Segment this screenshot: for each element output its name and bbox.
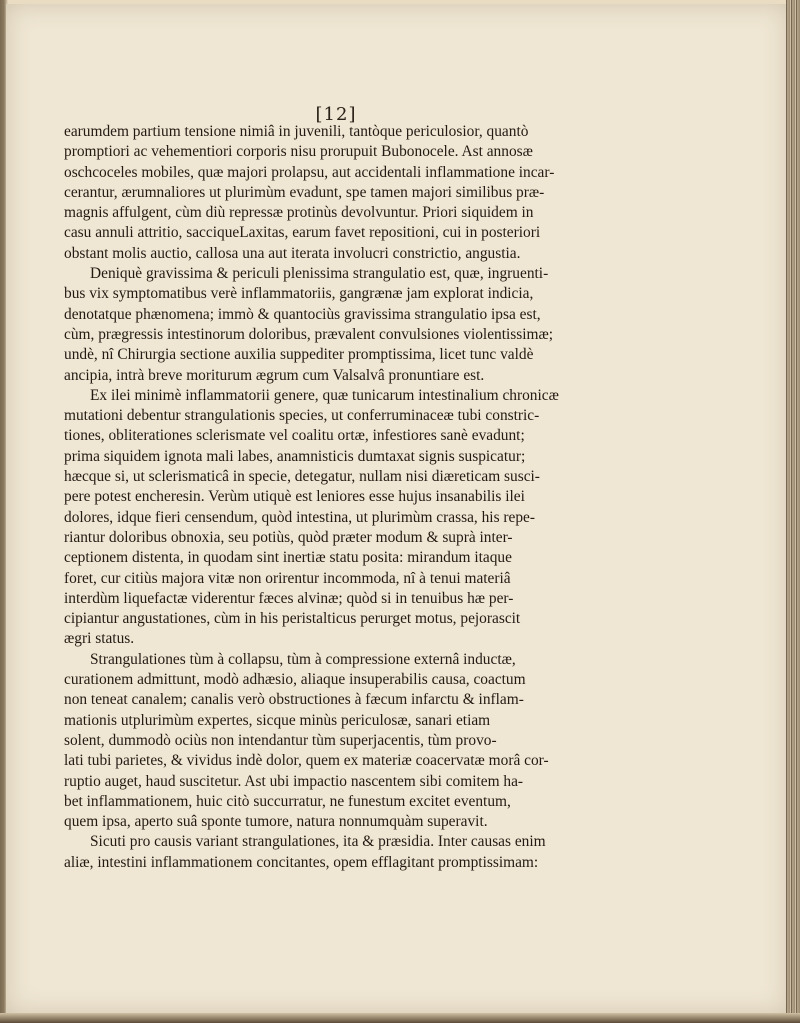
- text-line: Deniquè gravissima & periculi plenissima strangulatio est, quæ, ingruenti-: [90, 265, 549, 283]
- text-line: cerantur, ærumnaliores ut plurimùm evadunt, spe tamen majori similibus præ-: [64, 183, 545, 201]
- text-line: obstant molis auctio, callosa una aut iterata involucri constrictio, angustia.: [64, 244, 521, 262]
- body-text: [64, 122, 624, 873]
- paragraph-5: [64, 832, 624, 873]
- text-line: bus vix symptomatibus verè inflammatoriis, gangrænæ jam explorat indicia,: [64, 285, 534, 303]
- text-line: bet inflammationem, huic citò succurratur, ne funestum excitet eventum,: [64, 792, 511, 810]
- text-line: Sicuti pro causis variant strangulationes, ita & præsidia. Inter causas enim: [90, 833, 546, 851]
- paragraph-3: [64, 386, 624, 650]
- text-line: Strangulationes tùm à collapsu, tùm à compressione externâ inductæ,: [90, 650, 516, 668]
- text-line: ruptio auget, haud suscitetur. Ast ubi impactio nascentem sibi comitem ha-: [64, 772, 524, 790]
- text-line: mationis utplurimùm expertes, sicque minùs periculosæ, sanari etiam: [64, 711, 491, 729]
- text-line: tiones, obliterationes sclerismate vel coalitu ortæ, infestiores sanè evadunt;: [64, 427, 525, 445]
- text-line: interdùm liquefactæ viderentur fæces alvinæ; quòd si in tenuibus hæ per-: [64, 589, 514, 607]
- text-line: oschcoceles mobiles, quæ majori prolapsu, aut accidentali inflammatione incar-: [64, 163, 555, 181]
- text-line: aliæ, intestini inflammationem concitantes, opem efflagitant promptissimam:: [64, 853, 539, 871]
- text-line: curationem admittunt, modò adhæsio, aliaque insuperabilis causa, coactum: [64, 671, 526, 689]
- book-edge-right: [786, 0, 800, 1023]
- text-line: quem ipsa, aperto suâ sponte tumore, natura nonnumquàm superavit.: [64, 813, 488, 831]
- text-line: promptiori ac vehementiori corporis nisu prorupuit Bubonocele. Ast annosæ: [64, 143, 533, 161]
- text-line: pere potest encheresin. Verùm utiquè est leniores esse hujus insanabilis ilei: [64, 488, 525, 506]
- paragraph-4: [64, 650, 624, 833]
- text-line: lati tubi parietes, & vividus indè dolor, quem ex materiæ coacervatæ morâ cor-: [64, 752, 549, 770]
- text-line: solent, dummodò ociùs non intendantur tùm superjacentis, tùm provo-: [64, 731, 497, 749]
- paragraph-2: [64, 264, 624, 386]
- text-line: casu annuli attritio, sacciqueLaxitas, earum favet repositioni, cui in posteriori: [64, 224, 541, 242]
- text-line: cipiantur angustationes, cùm in his peristalticus perurget motus, pejorascit: [64, 610, 521, 628]
- text-line: dolores, idque fieri censendum, quòd intestina, ut plurimùm crassa, his repe-: [64, 508, 536, 526]
- text-line: hæcque si, ut sclerismaticâ in specie, detegatur, nullam nisi diæreticam susci-: [64, 468, 540, 486]
- text-line: riantur doloribus obnoxia, seu potiùs, quòd præter modum & suprà inter-: [64, 528, 513, 546]
- text-line: ceptionem distenta, in quodam sint inertiæ statu posita: mirandum itaque: [64, 549, 512, 567]
- text-line: cùm, prægressis intestinorum doloribus, prævalent convulsiones violentissimæ;: [64, 325, 554, 343]
- text-line: Ex ilei minimè inflammatorii genere, quæ tunicarum intestinalium chronicæ: [90, 386, 559, 404]
- text-line: denotatque phænomena; immò & quantociùs gravissima strangulatio ipsa est,: [64, 305, 541, 323]
- text-line: undè, nî Chirurgia sectione auxilia suppediter promptissima, licet tunc valdè: [64, 346, 534, 364]
- text-line: ancipia, intrà breve moriturum ægrum cum Valsalvâ pronuntiare est.: [64, 366, 485, 384]
- paragraph-1: [64, 122, 624, 264]
- text-line: foret, cur citiùs majora vitæ non orirentur incommoda, nî à tenui materiâ: [64, 569, 511, 587]
- text-line: ægri status.: [64, 630, 135, 648]
- text-line: prima siquidem ignota mali labes, anamnisticis dumtaxat signis suspicatur;: [64, 447, 526, 465]
- page-number: [12]: [315, 104, 357, 125]
- text-line: non teneat canalem; canalis verò obstructiones à fæcum infarctu & inflam-: [64, 691, 524, 709]
- text-line: magnis affulgent, cùm diù repressæ protinùs devolvuntur. Priori siquidem in: [64, 204, 534, 222]
- text-line: mutationi debentur strangulationis species, ut conferruminaceæ tubi constric-: [64, 407, 540, 425]
- book-edge-bottom: [0, 1013, 800, 1023]
- text-line: earumdem partium tensione nimiâ in juvenili, tantòque periculosior, quantò: [64, 123, 529, 140]
- book-page: [6, 4, 788, 1014]
